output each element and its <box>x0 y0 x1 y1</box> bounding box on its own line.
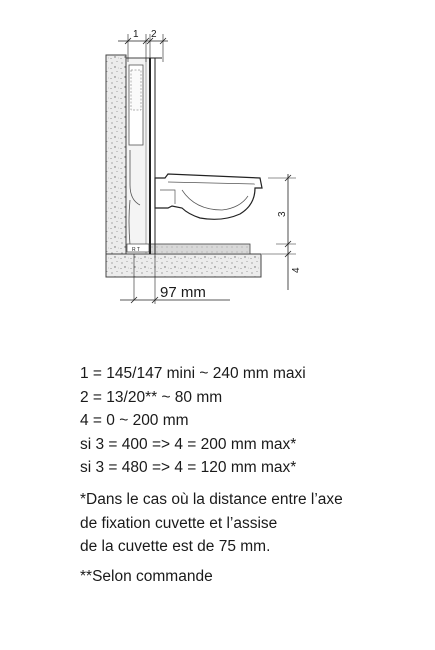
dim-label-3: 3 <box>277 211 288 217</box>
double-asterisk-note <box>80 565 420 589</box>
svg-text:R T: R T <box>132 247 140 253</box>
spec-line-4: si 3 = 400 => 4 = 200 mm max* <box>80 435 297 453</box>
dim-label-2: 2 <box>151 29 157 40</box>
floor-tile <box>150 244 250 254</box>
wall <box>106 55 126 255</box>
spec-list <box>80 362 420 480</box>
dim-label-4: 4 <box>291 267 302 273</box>
spec-line-2: 2 = 13/20** ~ 80 mm <box>80 388 223 406</box>
spec-line-5: si 3 = 480 => 4 = 120 mm max* <box>80 459 297 476</box>
note-line-1: *Dans le cas où la distance entre l’axe <box>80 491 343 508</box>
cistern-frame <box>126 58 162 254</box>
note-line-3: de la cuvette est de 75 mm. <box>80 538 271 555</box>
note-line-2: de fixation cuvette et l’assise <box>80 514 278 532</box>
asterisk-note <box>80 488 420 559</box>
spec-line-1: 1 = 145/147 mini ~ 240 mm maxi <box>80 365 306 382</box>
dim-label-97mm: 97 mm <box>160 284 206 301</box>
wc-bowl <box>155 174 262 219</box>
floor-slab <box>106 254 261 277</box>
spec-line-3: 4 = 0 ~ 200 mm <box>80 412 189 429</box>
dim-label-1: 1 <box>133 29 139 40</box>
installation-diagram <box>0 0 435 320</box>
footnote-line: **Selon commande <box>80 568 213 585</box>
